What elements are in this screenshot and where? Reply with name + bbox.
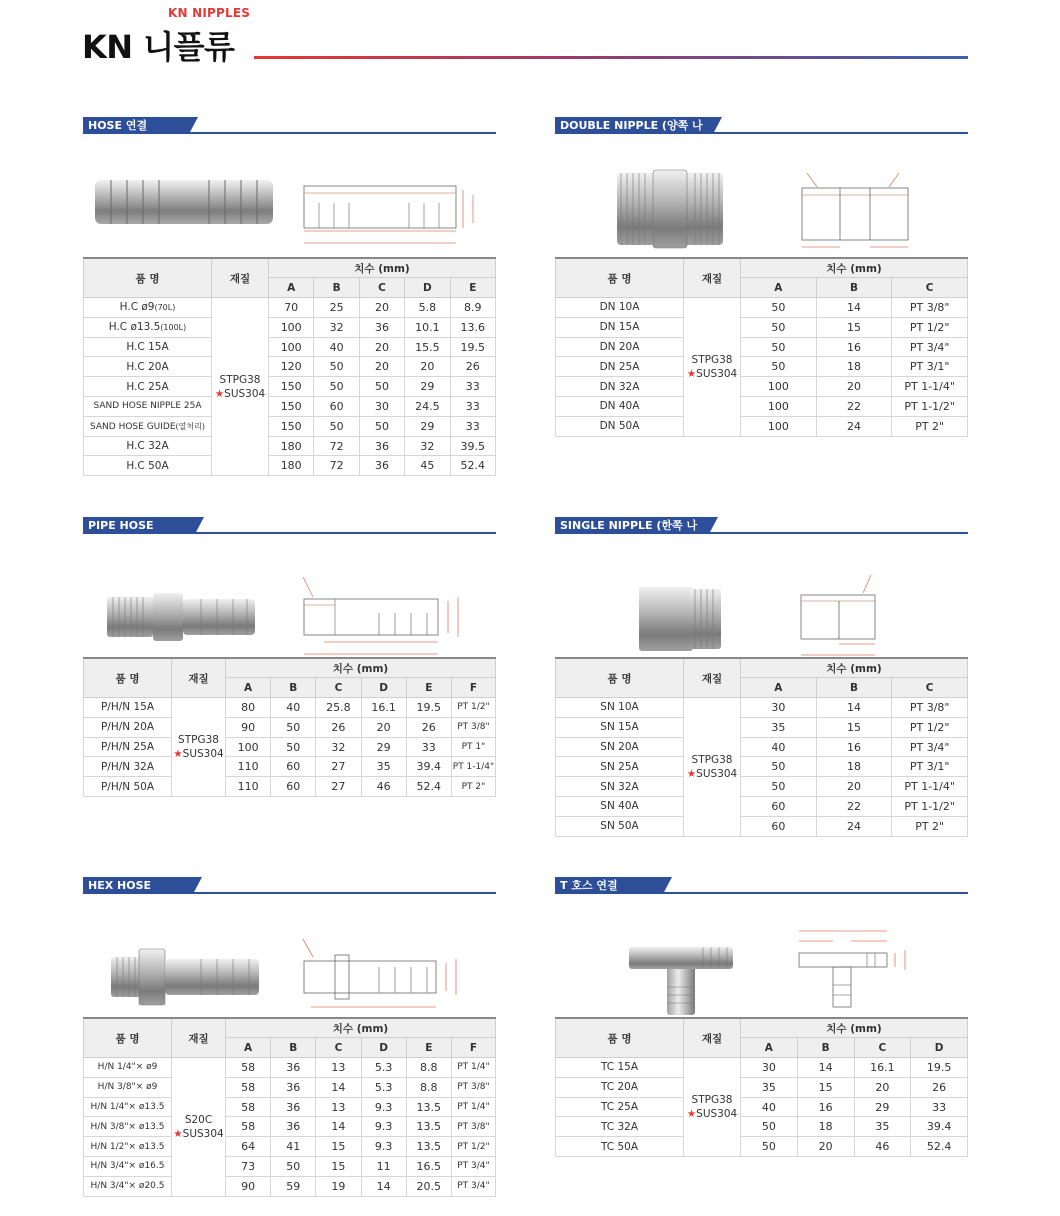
col-header-b: B <box>271 678 316 698</box>
table-row: H/N 1/4"× ø9 S20C ★SUS304 58 36 13 5.3 8.8 PT 1/4" <box>84 1058 496 1078</box>
hose-nipple-figure <box>83 135 496 257</box>
col-header-a: A <box>741 278 817 298</box>
table-row: TC 25A 40 16 29 33 <box>556 1097 968 1117</box>
table-row: DN 50A 100 24 PT 2" <box>556 416 968 436</box>
table-row: H.C ø13.5(100L) 100 32 36 10.1 13.6 <box>84 317 496 337</box>
col-header-d: D <box>361 678 406 698</box>
row-name: H.C ø9(70L) <box>84 298 212 318</box>
col-header-name: 품 명 <box>84 1018 172 1058</box>
pipe-hose-nipple-illustration <box>83 535 496 657</box>
table-row: DN 15A 50 15 PT 1/2" <box>556 317 968 337</box>
double-nipple-drawing <box>802 173 908 257</box>
table-row: SN 40A 60 22 PT 1-1/2" <box>556 797 968 817</box>
row-name: TC 32A <box>556 1117 684 1137</box>
table-row: DN 10A STPG38 ★SUS304 50 14 PT 3/8" <box>556 298 968 318</box>
table-row: H/N 3/8"× ø13.5 58 36 14 9.3 13.5 PT 3/8" <box>84 1117 496 1137</box>
material-cell: STPG38 ★SUS304 <box>684 298 741 437</box>
col-header-e: E <box>406 1038 451 1058</box>
col-header-dims: 치수 (mm) <box>226 658 496 678</box>
hose-nipple-drawing <box>304 186 473 243</box>
row-name: H.C 15A <box>84 337 212 357</box>
double-nipple-illustration <box>555 135 968 257</box>
table-row: DN 32A 100 20 PT 1-1/4" <box>556 377 968 397</box>
row-name: H.C 50A <box>84 456 212 476</box>
star-icon: ★ <box>686 367 697 380</box>
table-row: DN 40A 100 22 PT 1-1/2" <box>556 397 968 417</box>
col-header-b: B <box>797 1038 854 1058</box>
col-header-c: C <box>316 1038 361 1058</box>
col-header-b: B <box>816 278 892 298</box>
table-row: SAND HOSE NIPPLE 25A 150 60 30 24.5 33 <box>84 397 496 417</box>
col-header-b: B <box>816 678 892 698</box>
table-row: DN 20A 50 16 PT 3/4" <box>556 337 968 357</box>
hex-hose-nipple-illustration <box>83 895 496 1017</box>
col-header-material: 재질 <box>684 258 741 298</box>
section-double-nipple <box>555 117 968 437</box>
pipe-hose-nipple-table <box>83 657 496 797</box>
col-header-name: 품 명 <box>556 258 684 298</box>
section-title: T 호스 연결 NIPPLE <box>555 877 663 894</box>
material-cell: STPG38 ★SUS304 <box>212 298 269 476</box>
star-icon: ★ <box>173 1127 183 1140</box>
hex-hose-nipple-drawing <box>303 939 456 1017</box>
col-header-f: F <box>451 1038 495 1058</box>
table-row: DN 25A 50 18 PT 3/1" <box>556 357 968 377</box>
section-title: DOUBLE NIPPLE (양쪽 나사) <box>555 117 713 134</box>
page-title: KN 니플류 <box>82 28 235 66</box>
material-cell: S20C ★SUS304 <box>172 1058 226 1197</box>
section-tee-hose-nipple <box>555 877 968 1157</box>
col-header-a: A <box>741 678 817 698</box>
row-name: DN 20A <box>556 337 684 357</box>
section-header <box>83 877 496 909</box>
section-title: SINGLE NIPPLE (한쪽 나사) <box>555 517 709 534</box>
section-title: HEX HOSE NIPPLE <box>83 877 193 894</box>
table-row: H.C 20A 120 50 20 20 26 <box>84 357 496 377</box>
table-row: P/H/N 32A 110 60 27 35 39.4 PT 1-1/4" <box>84 757 496 777</box>
col-header-name: 품 명 <box>84 658 172 698</box>
pipe-hose-nipple-photo <box>107 593 255 641</box>
tee-hose-nipple-figure <box>555 895 968 1017</box>
col-header-name: 품 명 <box>556 1018 684 1058</box>
section-title: HOSE 연결 NIPPLE <box>83 117 189 134</box>
col-header-b: B <box>314 278 359 298</box>
section-single-nipple <box>555 517 968 837</box>
double-nipple-figure <box>555 135 968 257</box>
row-name: P/H/N 15A <box>84 698 172 718</box>
col-header-material: 재질 <box>684 658 741 698</box>
row-name: TC 15A <box>556 1058 684 1078</box>
row-name: TC 20A <box>556 1077 684 1097</box>
row-name: DN 40A <box>556 397 684 417</box>
col-header-d: D <box>911 1038 968 1058</box>
table-row: H/N 3/4"× ø20.5 90 59 19 14 20.5 PT 3/4" <box>84 1176 496 1196</box>
tee-hose-nipple-table <box>555 1017 968 1157</box>
row-name: SN 50A <box>556 816 684 836</box>
row-name: SN 40A <box>556 797 684 817</box>
single-nipple-table <box>555 657 968 837</box>
table-row: SN 25A 50 18 PT 3/1" <box>556 757 968 777</box>
col-header-c: C <box>359 278 404 298</box>
row-name: H/N 3/4"× ø20.5 <box>84 1176 172 1196</box>
row-name: H.C 25A <box>84 377 212 397</box>
col-header-d: D <box>405 278 450 298</box>
row-name: SN 25A <box>556 757 684 777</box>
page-header <box>82 6 972 66</box>
table-row: SN 50A 60 24 PT 2" <box>556 816 968 836</box>
row-name: H.C 20A <box>84 357 212 377</box>
table-row: H/N 3/4"× ø16.5 73 50 15 11 16.5 PT 3/4" <box>84 1157 496 1177</box>
section-pipe-hose-nipple <box>83 517 496 797</box>
col-header-material: 재질 <box>172 1018 226 1058</box>
table-row: SAND HOSE GUIDE(열처리) 150 50 50 29 33 <box>84 416 496 436</box>
row-name: H.C ø13.5(100L) <box>84 317 212 337</box>
hose-nipple-table <box>83 257 496 476</box>
col-header-material: 재질 <box>212 258 269 298</box>
row-name: DN 15A <box>556 317 684 337</box>
section-header <box>555 117 968 149</box>
tee-hose-nipple-photo <box>629 947 733 1015</box>
col-header-c: C <box>854 1038 911 1058</box>
col-header-dims: 치수 (mm) <box>741 258 968 278</box>
table-row: H/N 3/8"× ø9 58 36 14 5.3 8.8 PT 3/8" <box>84 1077 496 1097</box>
pipe-hose-nipple-figure <box>83 535 496 657</box>
row-name: P/H/N 32A <box>84 757 172 777</box>
col-header-c: C <box>316 678 361 698</box>
row-name: P/H/N 20A <box>84 717 172 737</box>
col-header-material: 재질 <box>172 658 226 698</box>
col-header-dims: 치수 (mm) <box>269 258 496 278</box>
row-name: SAND HOSE GUIDE(열처리) <box>84 416 212 436</box>
star-icon: ★ <box>686 1108 697 1121</box>
row-name: DN 10A <box>556 298 684 318</box>
single-nipple-drawing <box>801 575 875 655</box>
col-header-f: F <box>451 678 495 698</box>
col-header-name: 품 명 <box>556 658 684 698</box>
table-row: SN 15A 35 15 PT 1/2" <box>556 717 968 737</box>
section-header <box>555 517 968 549</box>
hose-nipple-illustration <box>83 135 496 257</box>
col-header-name: 품 명 <box>84 258 212 298</box>
table-row: SN 32A 50 20 PT 1-1/4" <box>556 777 968 797</box>
star-icon: ★ <box>173 748 183 761</box>
page-subtitle: KN NIPPLES <box>168 6 251 20</box>
row-name: DN 25A <box>556 357 684 377</box>
material-cell: STPG38 ★SUS304 <box>172 698 226 797</box>
row-name: H/N 3/4"× ø16.5 <box>84 1157 172 1177</box>
col-header-dims: 치수 (mm) <box>226 1018 496 1038</box>
row-name: P/H/N 25A <box>84 737 172 757</box>
table-row: H.C 15A 100 40 20 15.5 19.5 <box>84 337 496 357</box>
col-header-e: E <box>450 278 495 298</box>
single-nipple-illustration <box>555 535 968 657</box>
star-icon: ★ <box>686 767 697 780</box>
row-name: H/N 3/8"× ø9 <box>84 1077 172 1097</box>
hose-nipple-photo <box>95 180 273 224</box>
row-name: H/N 1/4"× ø13.5 <box>84 1097 172 1117</box>
col-header-dims: 치수 (mm) <box>741 658 968 678</box>
section-header <box>83 117 496 149</box>
table-row: SN 20A 40 16 PT 3/4" <box>556 737 968 757</box>
col-header-c: C <box>892 278 968 298</box>
table-row: H.C 25A 150 50 50 29 33 <box>84 377 496 397</box>
header-divider <box>254 56 968 59</box>
table-row: SN 10A STPG38 ★SUS304 30 14 PT 3/8" <box>556 698 968 718</box>
material-cell: STPG38 ★SUS304 <box>684 1058 741 1157</box>
table-row: TC 32A 50 18 35 39.4 <box>556 1117 968 1137</box>
row-name: SN 10A <box>556 698 684 718</box>
tee-hose-nipple-illustration <box>555 895 968 1017</box>
table-row: H.C 50A 180 72 36 45 52.4 <box>84 456 496 476</box>
row-name: P/H/N 50A <box>84 777 172 797</box>
col-header-e: E <box>406 678 451 698</box>
col-header-material: 재질 <box>684 1018 741 1058</box>
table-row: H/N 1/4"× ø13.5 58 36 13 9.3 13.5 PT 1/4" <box>84 1097 496 1117</box>
single-nipple-figure <box>555 535 968 657</box>
row-name: TC 50A <box>556 1137 684 1157</box>
row-name: H/N 1/4"× ø9 <box>84 1058 172 1078</box>
section-header <box>83 517 496 549</box>
row-name: H/N 1/2"× ø13.5 <box>84 1137 172 1157</box>
double-nipple-table <box>555 257 968 437</box>
section-hose-nipple <box>83 117 496 476</box>
star-icon: ★ <box>214 387 225 400</box>
row-name: TC 25A <box>556 1097 684 1117</box>
section-header <box>555 877 968 909</box>
table-row: H.C ø9(70L) STPG38 ★SUS304 70 25 20 5.8 8.9 <box>84 298 496 318</box>
single-nipple-photo <box>639 587 721 651</box>
table-row: P/H/N 50A 110 60 27 46 52.4 PT 2" <box>84 777 496 797</box>
section-hex-hose-nipple <box>83 877 496 1197</box>
section-title: PIPE HOSE NIPPLE <box>83 517 195 534</box>
tee-hose-nipple-drawing <box>799 931 905 1007</box>
table-row: H/N 1/2"× ø13.5 64 41 15 9.3 13.5 PT 1/2" <box>84 1137 496 1157</box>
table-row: TC 50A 50 20 46 52.4 <box>556 1137 968 1157</box>
col-header-a: A <box>226 1038 271 1058</box>
table-row: P/H/N 15A STPG38 ★SUS304 80 40 25.8 16.1 19.5 PT 1/2" <box>84 698 496 718</box>
row-name: SN 15A <box>556 717 684 737</box>
row-name: H/N 3/8"× ø13.5 <box>84 1117 172 1137</box>
table-row: H.C 32A 180 72 36 32 39.5 <box>84 436 496 456</box>
col-header-a: A <box>269 278 314 298</box>
double-nipple-photo <box>617 170 723 248</box>
row-name: SN 20A <box>556 737 684 757</box>
table-row: P/H/N 25A 100 50 32 29 33 PT 1" <box>84 737 496 757</box>
row-name: SN 32A <box>556 777 684 797</box>
hex-hose-nipple-table <box>83 1017 496 1197</box>
row-name: DN 50A <box>556 416 684 436</box>
col-header-b: B <box>271 1038 316 1058</box>
col-header-a: A <box>226 678 271 698</box>
material-cell: STPG38 ★SUS304 <box>684 698 741 837</box>
pipe-hose-nipple-drawing <box>303 577 458 654</box>
col-header-d: D <box>361 1038 406 1058</box>
row-name: H.C 32A <box>84 436 212 456</box>
col-header-a: A <box>741 1038 798 1058</box>
col-header-c: C <box>892 678 968 698</box>
row-name: DN 32A <box>556 377 684 397</box>
row-name: SAND HOSE NIPPLE 25A <box>84 397 212 417</box>
hex-hose-nipple-photo <box>111 949 259 1005</box>
table-row: P/H/N 20A 90 50 26 20 26 PT 3/8" <box>84 717 496 737</box>
table-row: TC 15A STPG38 ★SUS304 30 14 16.1 19.5 <box>556 1058 968 1078</box>
table-row: TC 20A 35 15 20 26 <box>556 1077 968 1097</box>
hex-hose-nipple-figure <box>83 895 496 1017</box>
col-header-dims: 치수 (mm) <box>741 1018 968 1038</box>
